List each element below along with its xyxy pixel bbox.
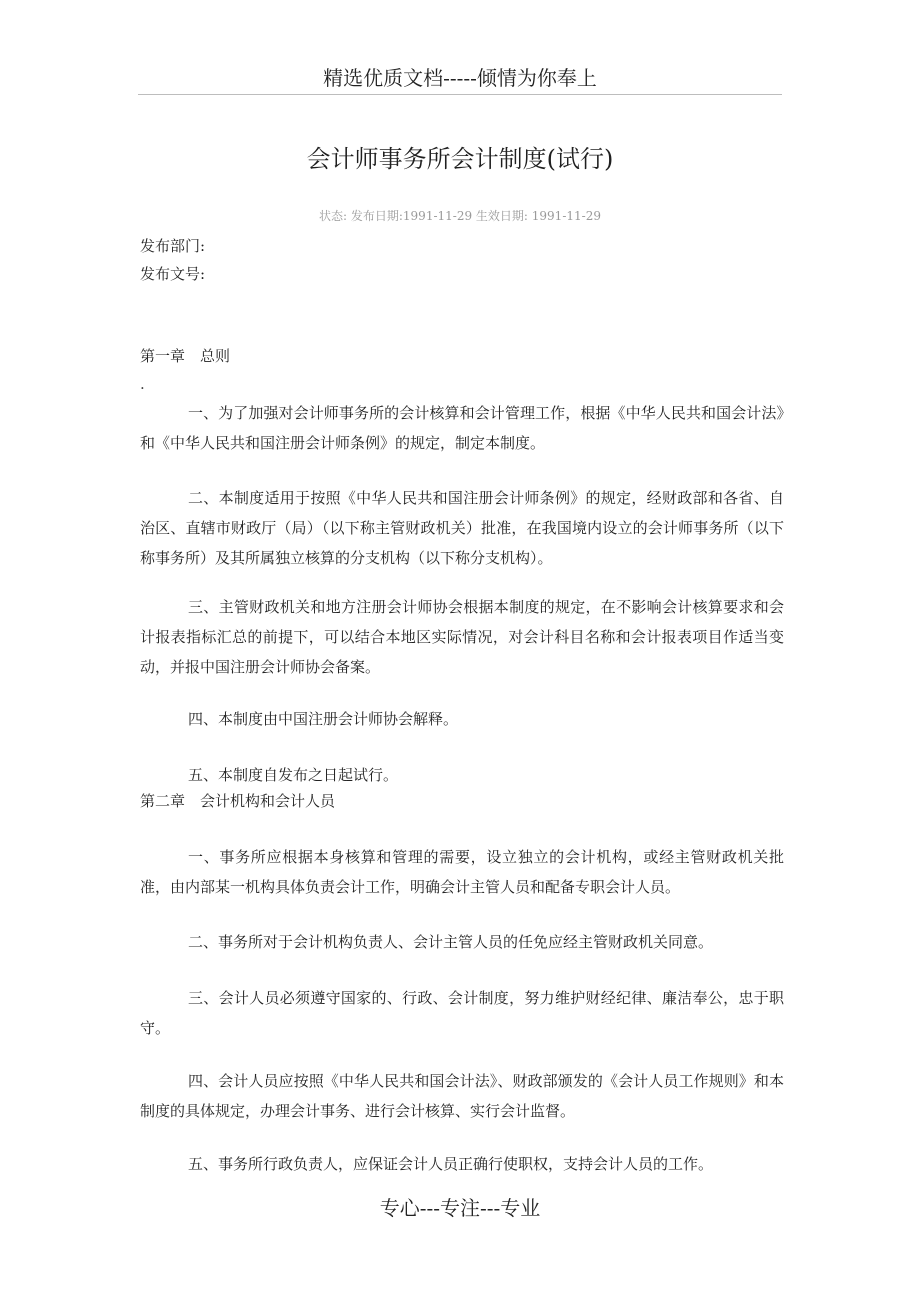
chapter-1-heading: 第一章 总则: [140, 347, 231, 365]
chapter-1-paragraph-5: 五、本制度自发布之日起试行。: [188, 766, 399, 784]
chapter-1-paragraph-2: 二、本制度适用于按照《中华人民共和国注册会计师条例》的规定，经财政部和各省、自治区、直辖市财政厅（局）（以下称主管财政机关）批准，在我国境内设立的会计师事务所（以下称事务所）及其所属独立核算的分支机构（以下称分支机构）。: [140, 489, 784, 567]
document-number-label: 发布文号:: [140, 265, 206, 283]
document-title: 会计师事务所会计制度(试行): [306, 145, 614, 173]
chapter-2-paragraph-3: 三、会计人员必须遵守国家的、行政、会计制度，努力维护财经纪律、廉洁奉公，忠于职守。: [140, 989, 784, 1037]
chapter-2-paragraph-2: 二、事务所对于会计机构负责人、会计主管人员的任免应经主管财政机关同意。: [188, 933, 714, 951]
chapter-2-heading: 第二章 会计机构和会计人员: [140, 792, 336, 810]
document-meta: 状态: 发布日期:1991-11-29 生效日期: 1991-11-29: [319, 209, 601, 223]
chapter-1-paragraph-1: 一、为了加强对会计师事务所的会计核算和会计管理工作，根据《中华人民共和国会计法》和《中华人民共和国注册会计师条例》的规定，制定本制度。: [140, 404, 784, 452]
chapter-2-paragraph-1: 一、事务所应根据本身核算和管理的需要，设立独立的会计机构，或经主管财政机关批准，由内部某一机构具体负责会计工作，明确会计主管人员和配备专职会计人员。: [140, 848, 784, 896]
chapter-1-paragraph-3: 三、主管财政机关和地方注册会计师协会根据本制度的规定，在不影响会计核算要求和会计报表指标汇总的前提下，可以结合本地区实际情况，对会计科目名称和会计报表项目作适当变动，并报中国注册会计师协会备案。: [140, 598, 784, 676]
page-footer-text: 专心---专注---专业: [379, 1196, 541, 1220]
chapter-1-paragraph-4: 四、本制度由中国注册会计师协会解释。: [188, 710, 459, 728]
issuer-label: 发布部门:: [140, 237, 206, 255]
stray-dot: .: [140, 375, 145, 393]
chapter-2-paragraph-4: 四、会计人员应按照《中华人民共和国会计法》、财政部颁发的《会计人员工作规则》和本制度的具体规定，办理会计事务、进行会计核算、实行会计监督。: [140, 1072, 784, 1120]
page-header-text: 精选优质文档-----倾情为你奉上: [323, 66, 597, 90]
header-divider: [138, 94, 782, 95]
chapter-2-paragraph-5: 五、事务所行政负责人，应保证会计人员正确行使职权，支持会计人员的工作。: [188, 1155, 714, 1173]
